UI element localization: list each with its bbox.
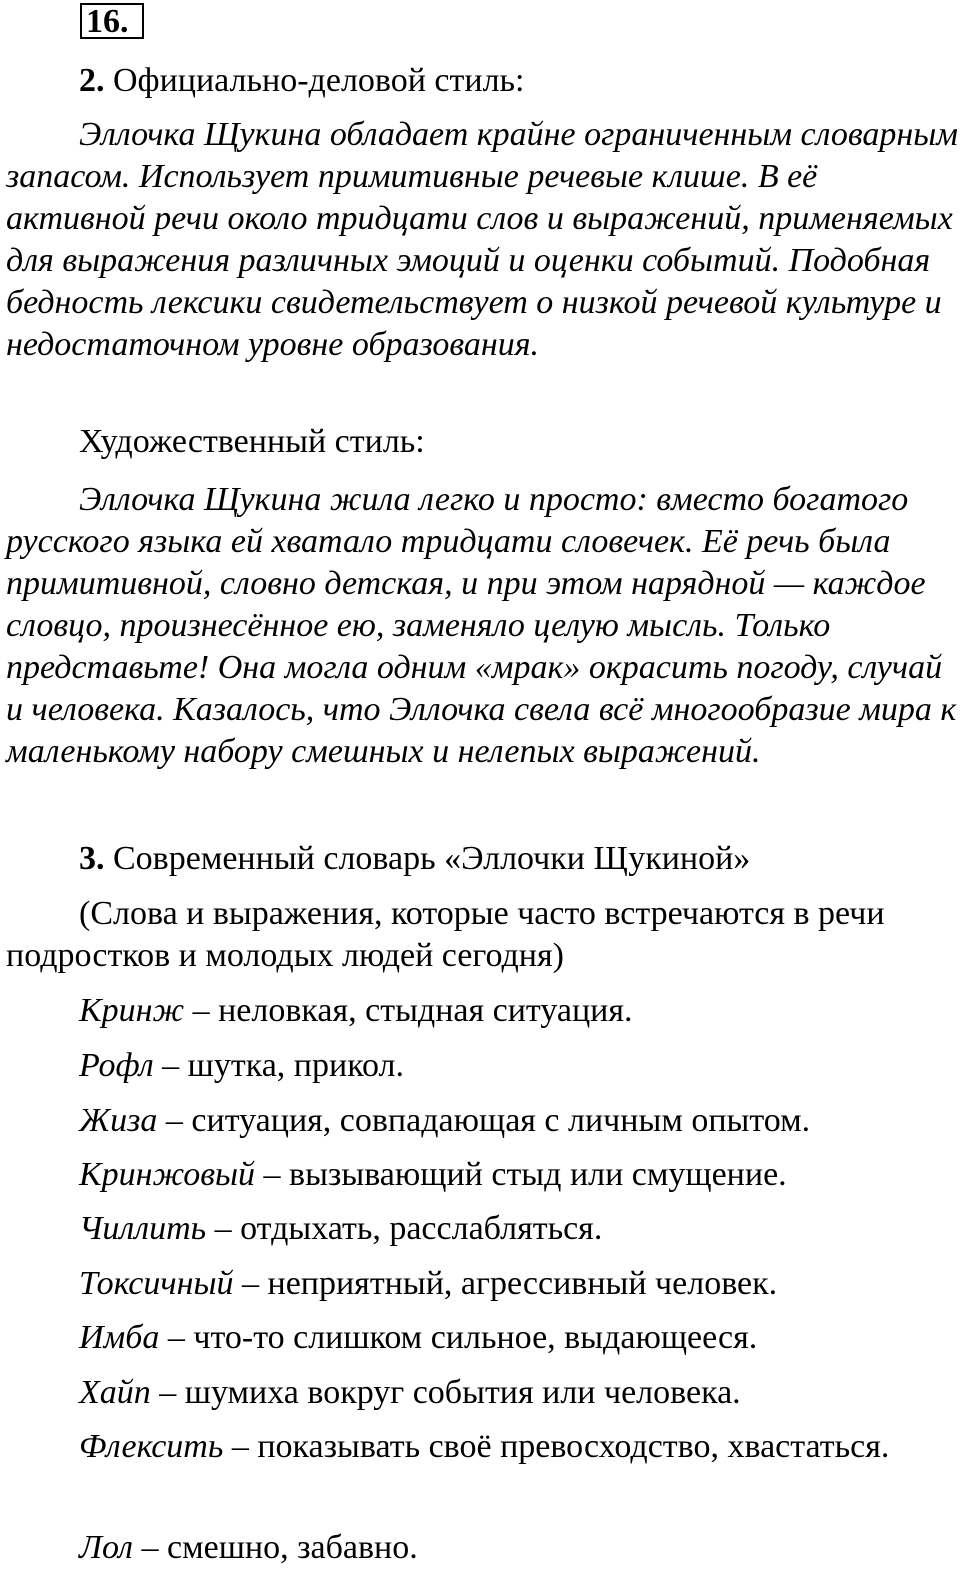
dictionary-entry: [6, 1426, 958, 1468]
dictionary-entry: [6, 1263, 958, 1305]
section-2-number: 2.: [79, 62, 105, 99]
dictionary-entry: [6, 1208, 958, 1250]
dictionary-definition: – показывать своё превосходство, хвастаться.: [223, 1428, 890, 1465]
dictionary-entry: [6, 1100, 958, 1142]
dictionary-definition: – неловкая, стыдная ситуация.: [184, 992, 633, 1029]
dictionary-definition: – что-то слишком сильное, выдающееся.: [159, 1319, 758, 1356]
dictionary-definition: – смешно, забавно.: [133, 1529, 418, 1566]
dictionary-word: Флексить: [79, 1428, 224, 1465]
dictionary-definition: – шутка, прикол.: [153, 1047, 405, 1084]
artistic-style-heading: Художественный стиль:: [79, 423, 425, 460]
dictionary-word: Токсичный: [79, 1265, 234, 1302]
dictionary-entry: [6, 990, 958, 1032]
dictionary-entry: [6, 1045, 958, 1087]
dictionary-word: Кринжовый: [79, 1156, 256, 1193]
dictionary-word: Лол: [79, 1529, 134, 1566]
dictionary-word: Чиллить: [79, 1210, 207, 1247]
dictionary-word: Рофл: [79, 1047, 154, 1084]
section-3-heading: [6, 838, 958, 880]
dictionary-definition: – неприятный, агрессивный человек.: [233, 1265, 778, 1302]
dictionary-definition: – шумиха вокруг события или человека.: [150, 1374, 741, 1411]
dictionary-definition: – вызывающий стыд или смущение.: [255, 1156, 787, 1193]
dictionary-entry: [6, 1154, 958, 1196]
official-style-text: Эллочка Щукина обладает крайне ограниченным словарным запасом. Использует примитивные речевые клише. В её активной речи около тридцати слов и выражений, применяемых для выражения различных эмоций и оценки событий. Подобная бедность лексики свидетельствует о низкой речевой культуре и недостаточном уровне образования.: [6, 116, 958, 363]
dictionary-word: Жиза: [79, 1102, 158, 1139]
dictionary-word: Кринж: [79, 992, 185, 1029]
section-3-title: Современный словарь «Эллочки Щукиной»: [113, 840, 751, 877]
section-2-title: Официально-деловой стиль:: [113, 62, 525, 99]
section-3-intro: (Слова и выражения, которые часто встречаются в речи подростков и молодых людей сегодня): [6, 895, 885, 974]
section-3-number: 3.: [79, 840, 105, 877]
exercise-number: 16.: [80, 3, 144, 39]
dictionary-word: Имба: [79, 1319, 160, 1356]
artistic-style-text: Эллочка Щукина жила легко и просто: вместо богатого русского языка ей хватало тридцати словечек. Её речь была примитивной, словно детская, и при этом нарядной — каждое словцо, произнесённое ею, заменяло целую мысль. Только представьте! Она могла одним «мрак» окрасить погоду, случай и человека. Казалось, что Эллочка свела всё многообразие мира к маленькому набору смешных и нелепых выражений.: [6, 481, 957, 770]
dictionary-entry: [6, 1527, 958, 1569]
dictionary-entry: [6, 1372, 958, 1414]
dictionary-definition: – ситуация, совпадающая с личным опытом.: [157, 1102, 811, 1139]
dictionary-definition: – отдыхать, расслабляться.: [206, 1210, 603, 1247]
section-2-heading: [6, 60, 958, 102]
dictionary-entry: [6, 1317, 958, 1359]
dictionary-word: Хайп: [79, 1374, 151, 1411]
